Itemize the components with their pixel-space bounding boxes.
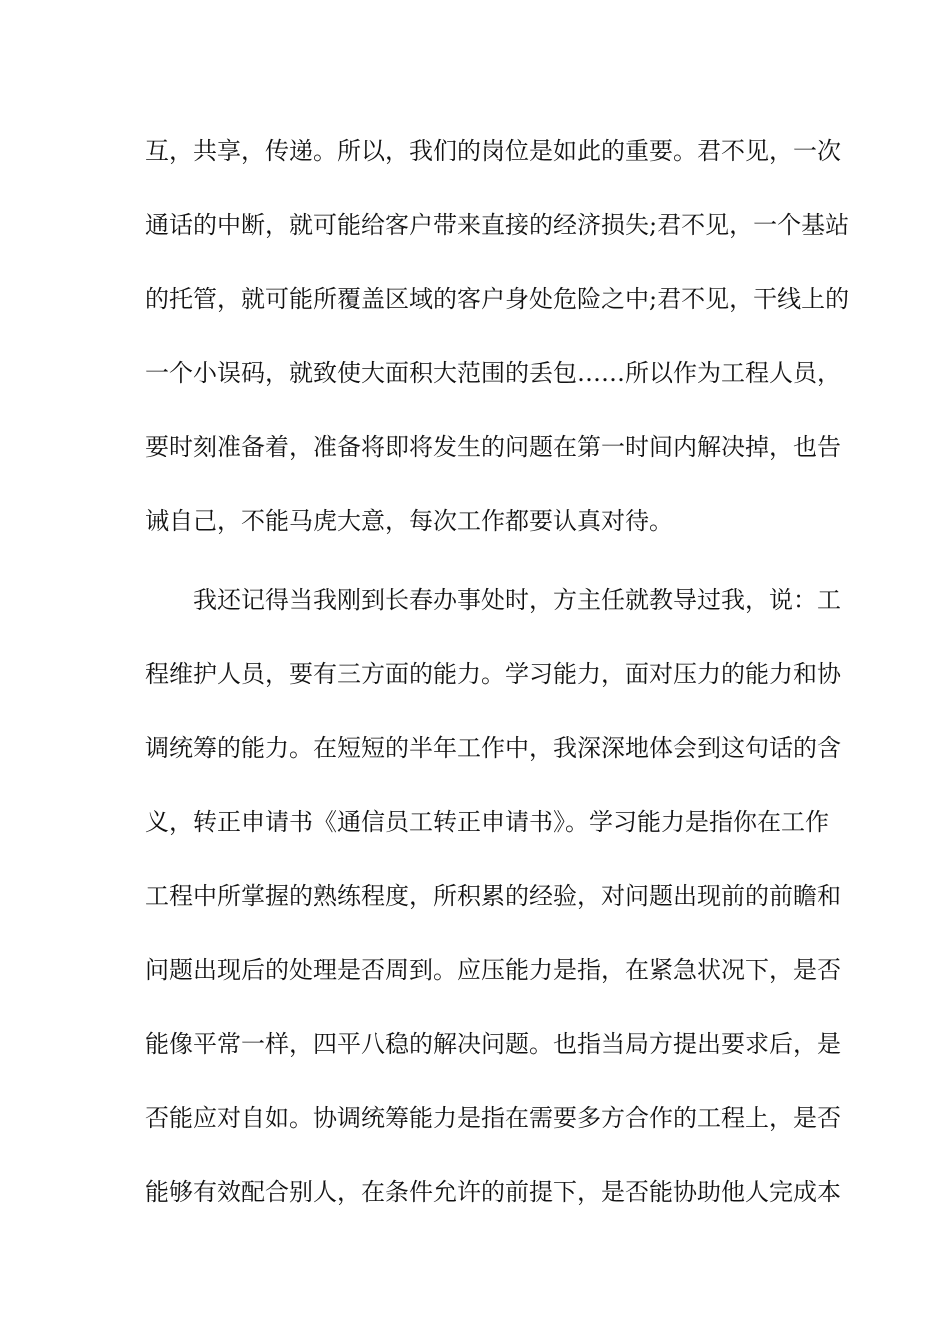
paragraph-text: 要时刻准备着，准备将即将发生的问题在第一时间内解决掉，也告 [145, 433, 841, 461]
paragraph-text: 的托管，就可能所覆盖区域的客户身处危险之中;君不见，干线上的 [145, 285, 850, 313]
paragraph-text: 我还记得当我刚到长春办事处时，方主任就教导过我，说：工 [193, 586, 841, 614]
paragraph-text: 互，共享，传递。所以，我们的岗位是如此的重要。君不见，一次 [145, 137, 841, 165]
text-line [0, 1098, 950, 1138]
text-line [0, 131, 950, 171]
text-line [0, 353, 950, 393]
text-line [0, 205, 950, 245]
text-line [0, 950, 950, 990]
paragraph-text: 程维护人员，要有三方面的能力。学习能力，面对压力的能力和协 [145, 660, 841, 688]
paragraph-text: 诫自己，不能马虎大意，每次工作都要认真对待。 [145, 507, 673, 535]
text-line [0, 501, 950, 541]
text-line [0, 876, 950, 916]
text-line [0, 802, 950, 842]
text-line [0, 654, 950, 694]
paragraph-text: 一个小误码，就致使大面积大范围的丢包……所以作为工程人员， [145, 359, 841, 387]
paragraph-text: 义，转正申请书《通信员工转正申请书》。学习能力是指你在工作 [145, 808, 829, 836]
text-line [0, 1024, 950, 1064]
text-line [0, 728, 950, 768]
text-line [0, 580, 950, 620]
text-line [0, 1172, 950, 1212]
paragraph-text: 工程中所掌握的熟练程度，所积累的经验，对问题出现前的前瞻和 [145, 882, 841, 910]
text-line [0, 427, 950, 467]
paragraph-text: 能够有效配合别人，在条件允许的前提下，是否能协助他人完成本 [145, 1178, 841, 1206]
paragraph-text: 否能应对自如。协调统筹能力是指在需要多方合作的工程上，是否 [145, 1104, 841, 1132]
text-line [0, 279, 950, 319]
paragraph-text: 能像平常一样，四平八稳的解决问题。也指当局方提出要求后，是 [145, 1030, 841, 1058]
paragraph-text: 问题出现后的处理是否周到。应压能力是指，在紧急状况下，是否 [145, 956, 841, 984]
paragraph-text: 调统筹的能力。在短短的半年工作中，我深深地体会到这句话的含 [145, 734, 841, 762]
paragraph-text: 通话的中断，就可能给客户带来直接的经济损失;君不见，一个基站 [145, 211, 850, 239]
